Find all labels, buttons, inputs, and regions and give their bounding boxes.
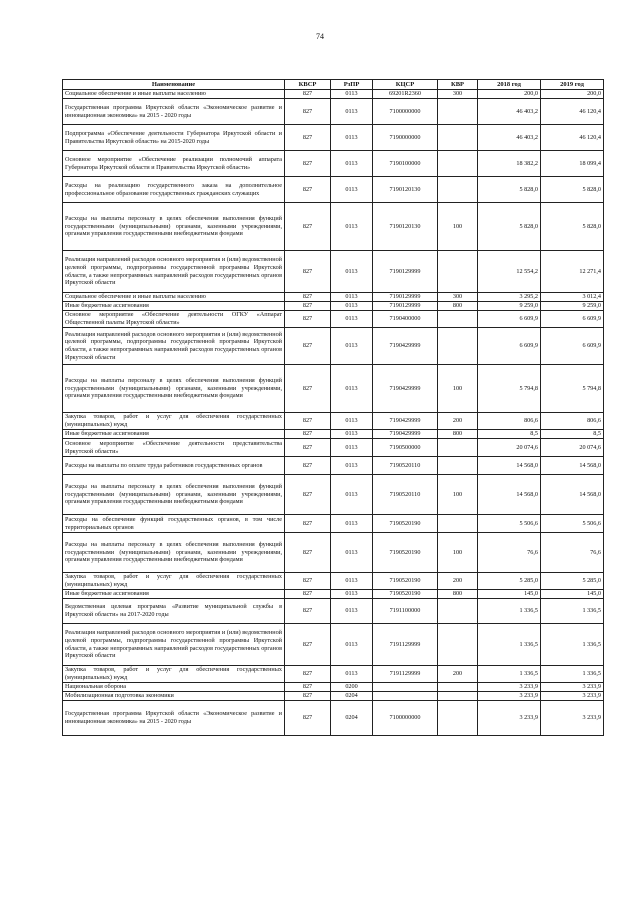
row-kcsr: 7190520190 bbox=[373, 533, 438, 573]
row-kvr bbox=[438, 599, 478, 624]
row-kcsr: 69201R2360 bbox=[373, 90, 438, 99]
row-name: Расходы на выплаты по оплате труда работников государственных органов bbox=[63, 457, 285, 475]
row-ksr: 827 bbox=[285, 515, 331, 533]
row-name: Реализация направлений расходов основного мероприятия и (или) ведомственной целевой программы, подпрограммы государственной программы Иркутской области, а также непрограммных направлений расходов государственных органов Иркутской области bbox=[63, 251, 285, 293]
table-row bbox=[63, 151, 604, 177]
table-row bbox=[63, 515, 604, 533]
row-rzpr: 0113 bbox=[331, 590, 373, 599]
row-kcsr: 7191129999 bbox=[373, 666, 438, 683]
row-kvr bbox=[438, 151, 478, 177]
row-name: Расходы на выплаты персоналу в целях обеспечения выполнения функций государственными (муниципальными) органами, казенными учреждениями, органами управления государственными внебюджетными фондами bbox=[63, 203, 285, 251]
row-name: Ведомственная целевая программа «Развитие муниципальной службы в Иркутской области» на 2017-2020 годы bbox=[63, 599, 285, 624]
row-rzpr: 0113 bbox=[331, 413, 373, 430]
row-name: Иные бюджетные ассигнования bbox=[63, 590, 285, 599]
row-amount-2018: 3 233,9 bbox=[478, 692, 541, 701]
header-name: Наименование bbox=[63, 80, 285, 90]
row-kvr bbox=[438, 515, 478, 533]
row-amount-2019: 5 285,0 bbox=[541, 573, 604, 590]
table-row bbox=[63, 533, 604, 573]
row-ksr: 827 bbox=[285, 328, 331, 365]
row-rzpr: 0113 bbox=[331, 624, 373, 666]
row-amount-2019: 6 609,9 bbox=[541, 311, 604, 328]
row-rzpr: 0113 bbox=[331, 475, 373, 515]
row-kcsr: 7100000000 bbox=[373, 701, 438, 736]
header-2018: 2018 год bbox=[478, 80, 541, 90]
row-name: Закупка товаров, работ и услуг для обеспечения государственных (муниципальных) нужд bbox=[63, 573, 285, 590]
row-kvr bbox=[438, 177, 478, 203]
row-rzpr: 0113 bbox=[331, 311, 373, 328]
row-rzpr: 0204 bbox=[331, 701, 373, 736]
row-rzpr: 0113 bbox=[331, 599, 373, 624]
row-name: Иные бюджетные ассигнования bbox=[63, 430, 285, 439]
row-name: Реализация направлений расходов основного мероприятия и (или) ведомственной целевой программы, подпрограммы государственной программы Иркутской области, а также непрограммных направлений расходов государственных органов Иркутской области bbox=[63, 328, 285, 365]
row-name: Закупка товаров, работ и услуг для обеспечения государственных (муниципальных) нужд bbox=[63, 413, 285, 430]
row-rzpr: 0200 bbox=[331, 683, 373, 692]
row-kcsr: 7190120130 bbox=[373, 177, 438, 203]
row-kvr bbox=[438, 439, 478, 457]
table-row bbox=[63, 692, 604, 701]
row-rzpr: 0113 bbox=[331, 533, 373, 573]
row-kvr: 300 bbox=[438, 90, 478, 99]
row-amount-2018: 200,0 bbox=[478, 90, 541, 99]
row-name: Мобилизационная подготовка экономики bbox=[63, 692, 285, 701]
row-ksr: 827 bbox=[285, 430, 331, 439]
row-amount-2019: 5 794,8 bbox=[541, 365, 604, 413]
row-amount-2018: 5 828,0 bbox=[478, 177, 541, 203]
row-kvr: 100 bbox=[438, 365, 478, 413]
row-kcsr: 7190429999 bbox=[373, 413, 438, 430]
row-kcsr: 7190400000 bbox=[373, 311, 438, 328]
row-kvr bbox=[438, 99, 478, 125]
row-ksr: 827 bbox=[285, 125, 331, 151]
row-name: Государственная программа Иркутской области «Экономическое развитие и инновационная экономика» на 2015 - 2020 годы bbox=[63, 99, 285, 125]
row-kvr: 800 bbox=[438, 590, 478, 599]
row-ksr: 827 bbox=[285, 439, 331, 457]
row-ksr: 827 bbox=[285, 311, 331, 328]
table-row bbox=[63, 599, 604, 624]
row-ksr: 827 bbox=[285, 624, 331, 666]
table-row bbox=[63, 328, 604, 365]
row-name: Расходы на выплаты персоналу в целях обеспечения выполнения функций государственными (муниципальными) органами, казенными учреждениями, органами управления государственными внебюджетными фондами bbox=[63, 475, 285, 515]
row-kcsr: 7191129999 bbox=[373, 624, 438, 666]
row-amount-2018: 9 259,0 bbox=[478, 302, 541, 311]
row-ksr: 827 bbox=[285, 701, 331, 736]
row-ksr: 827 bbox=[285, 90, 331, 99]
row-amount-2018: 806,6 bbox=[478, 413, 541, 430]
table-row bbox=[63, 365, 604, 413]
row-ksr: 827 bbox=[285, 365, 331, 413]
row-ksr: 827 bbox=[285, 177, 331, 203]
row-name: Социальное обеспечение и иные выплаты населению bbox=[63, 293, 285, 302]
row-kvr bbox=[438, 311, 478, 328]
row-kvr bbox=[438, 701, 478, 736]
row-rzpr: 0113 bbox=[331, 177, 373, 203]
row-amount-2019: 1 336,5 bbox=[541, 666, 604, 683]
table-row bbox=[63, 125, 604, 151]
table-row bbox=[63, 177, 604, 203]
row-kvr bbox=[438, 328, 478, 365]
row-kvr: 200 bbox=[438, 666, 478, 683]
header-kcsr: КЦСР bbox=[373, 80, 438, 90]
row-rzpr: 0113 bbox=[331, 151, 373, 177]
row-kcsr: 7100000000 bbox=[373, 99, 438, 125]
row-kcsr: 7190429999 bbox=[373, 328, 438, 365]
table-header-row bbox=[63, 80, 604, 90]
table-row bbox=[63, 413, 604, 430]
row-name: Национальная оборона bbox=[63, 683, 285, 692]
row-amount-2018: 5 285,0 bbox=[478, 573, 541, 590]
row-ksr: 827 bbox=[285, 293, 331, 302]
row-kvr: 800 bbox=[438, 302, 478, 311]
row-rzpr: 0113 bbox=[331, 515, 373, 533]
row-kcsr: 7190129999 bbox=[373, 302, 438, 311]
row-name: Социальное обеспечение и иные выплаты населению bbox=[63, 90, 285, 99]
row-kvr bbox=[438, 457, 478, 475]
row-amount-2018: 5 506,6 bbox=[478, 515, 541, 533]
row-kcsr: 7190520190 bbox=[373, 515, 438, 533]
row-amount-2019: 1 336,5 bbox=[541, 599, 604, 624]
row-amount-2018: 6 609,9 bbox=[478, 328, 541, 365]
row-amount-2018: 145,0 bbox=[478, 590, 541, 599]
row-kcsr: 7190429999 bbox=[373, 430, 438, 439]
header-kvr: КВР bbox=[438, 80, 478, 90]
row-amount-2019: 76,6 bbox=[541, 533, 604, 573]
row-rzpr: 0113 bbox=[331, 251, 373, 293]
budget-table bbox=[62, 79, 604, 736]
row-amount-2019: 5 828,0 bbox=[541, 203, 604, 251]
row-kcsr: 7190129999 bbox=[373, 251, 438, 293]
page-number: 74 bbox=[316, 32, 324, 41]
row-amount-2019: 46 120,4 bbox=[541, 99, 604, 125]
row-amount-2018: 3 233,9 bbox=[478, 701, 541, 736]
table-row bbox=[63, 430, 604, 439]
row-kcsr: 7190520190 bbox=[373, 573, 438, 590]
row-name: Расходы на выплаты персоналу в целях обеспечения выполнения функций государственными (муниципальными) органами, казенными учреждениями, органами управления государственными внебюджетными фондами bbox=[63, 365, 285, 413]
row-amount-2018: 1 336,5 bbox=[478, 666, 541, 683]
row-name: Закупка товаров, работ и услуг для обеспечения государственных (муниципальных) нужд bbox=[63, 666, 285, 683]
row-amount-2018: 14 568,0 bbox=[478, 457, 541, 475]
table-row bbox=[63, 203, 604, 251]
row-amount-2018: 5 828,0 bbox=[478, 203, 541, 251]
row-kcsr: 7190520190 bbox=[373, 590, 438, 599]
row-amount-2019: 3 012,4 bbox=[541, 293, 604, 302]
row-amount-2018: 1 336,5 bbox=[478, 624, 541, 666]
table-row bbox=[63, 302, 604, 311]
row-rzpr: 0113 bbox=[331, 203, 373, 251]
row-amount-2019: 145,0 bbox=[541, 590, 604, 599]
row-rzpr: 0113 bbox=[331, 99, 373, 125]
table-row bbox=[63, 624, 604, 666]
row-amount-2018: 46 403,2 bbox=[478, 125, 541, 151]
row-ksr: 827 bbox=[285, 599, 331, 624]
table-row bbox=[63, 590, 604, 599]
row-ksr: 827 bbox=[285, 573, 331, 590]
row-amount-2019: 200,0 bbox=[541, 90, 604, 99]
row-amount-2019: 20 074,6 bbox=[541, 439, 604, 457]
table-row bbox=[63, 683, 604, 692]
table-row bbox=[63, 90, 604, 99]
row-amount-2019: 3 233,9 bbox=[541, 692, 604, 701]
row-ksr: 827 bbox=[285, 99, 331, 125]
row-kvr bbox=[438, 251, 478, 293]
row-ksr: 827 bbox=[285, 475, 331, 515]
row-ksr: 827 bbox=[285, 683, 331, 692]
row-kcsr bbox=[373, 692, 438, 701]
row-ksr: 827 bbox=[285, 457, 331, 475]
row-kcsr: 7190120130 bbox=[373, 203, 438, 251]
row-kcsr: 7190129999 bbox=[373, 293, 438, 302]
row-rzpr: 0113 bbox=[331, 328, 373, 365]
table-row bbox=[63, 99, 604, 125]
row-kcsr: 7190520110 bbox=[373, 457, 438, 475]
table-row bbox=[63, 573, 604, 590]
row-kcsr: 7190429999 bbox=[373, 365, 438, 413]
row-ksr: 827 bbox=[285, 413, 331, 430]
row-amount-2018: 6 609,9 bbox=[478, 311, 541, 328]
row-ksr: 827 bbox=[285, 590, 331, 599]
row-amount-2019: 14 568,0 bbox=[541, 475, 604, 515]
row-rzpr: 0113 bbox=[331, 293, 373, 302]
row-amount-2019: 12 271,4 bbox=[541, 251, 604, 293]
row-rzpr: 0113 bbox=[331, 457, 373, 475]
row-kvr bbox=[438, 125, 478, 151]
row-kvr: 200 bbox=[438, 413, 478, 430]
row-amount-2018: 20 074,6 bbox=[478, 439, 541, 457]
row-ksr: 827 bbox=[285, 151, 331, 177]
table-row bbox=[63, 311, 604, 328]
header-2019: 2019 год bbox=[541, 80, 604, 90]
row-ksr: 827 bbox=[285, 666, 331, 683]
row-kcsr: 7190000000 bbox=[373, 125, 438, 151]
row-amount-2019: 3 233,9 bbox=[541, 683, 604, 692]
row-amount-2018: 76,6 bbox=[478, 533, 541, 573]
table-row bbox=[63, 457, 604, 475]
row-name: Расходы на реализацию государственного заказа на дополнительное профессиональное образование государственных гражданских служащих bbox=[63, 177, 285, 203]
row-amount-2019: 6 609,9 bbox=[541, 328, 604, 365]
row-rzpr: 0113 bbox=[331, 573, 373, 590]
row-amount-2019: 1 336,5 bbox=[541, 624, 604, 666]
row-name: Иные бюджетные ассигнования bbox=[63, 302, 285, 311]
row-name: Подпрограмма «Обеспечение деятельности Губернатора Иркутской области и Правительства Иркутской области» на 2015-2020 годы bbox=[63, 125, 285, 151]
row-ksr: 827 bbox=[285, 251, 331, 293]
row-ksr: 827 bbox=[285, 533, 331, 573]
row-amount-2018: 5 794,8 bbox=[478, 365, 541, 413]
header-rzpr: РзПР bbox=[331, 80, 373, 90]
row-rzpr: 0113 bbox=[331, 125, 373, 151]
row-rzpr: 0113 bbox=[331, 365, 373, 413]
table-row bbox=[63, 251, 604, 293]
row-name: Реализация направлений расходов основного мероприятия и (или) ведомственной целевой программы, подпрограммы государственной программы Иркутской области, а также непрограммных направлений расходов государственных органов Иркутской области bbox=[63, 624, 285, 666]
row-amount-2019: 14 568,0 bbox=[541, 457, 604, 475]
table-row bbox=[63, 293, 604, 302]
row-name: Расходы на обеспечение функций государственных органов, в том числе территориальных органов bbox=[63, 515, 285, 533]
row-name: Основное мероприятие «Обеспечение деятельности ОГКУ «Аппарат Общественной палаты Иркутской области» bbox=[63, 311, 285, 328]
row-kvr: 800 bbox=[438, 430, 478, 439]
row-amount-2018: 46 403,2 bbox=[478, 99, 541, 125]
row-amount-2019: 46 120,4 bbox=[541, 125, 604, 151]
table-body bbox=[63, 90, 604, 736]
row-kvr bbox=[438, 683, 478, 692]
table-row bbox=[63, 666, 604, 683]
row-rzpr: 0113 bbox=[331, 430, 373, 439]
row-rzpr: 0113 bbox=[331, 90, 373, 99]
row-amount-2019: 18 099,4 bbox=[541, 151, 604, 177]
row-rzpr: 0204 bbox=[331, 692, 373, 701]
table-row bbox=[63, 475, 604, 515]
row-amount-2019: 3 233,9 bbox=[541, 701, 604, 736]
row-kvr: 300 bbox=[438, 293, 478, 302]
row-rzpr: 0113 bbox=[331, 666, 373, 683]
row-kcsr: 7190100000 bbox=[373, 151, 438, 177]
row-amount-2019: 5 828,0 bbox=[541, 177, 604, 203]
row-amount-2018: 8,5 bbox=[478, 430, 541, 439]
row-rzpr: 0113 bbox=[331, 439, 373, 457]
row-kcsr bbox=[373, 683, 438, 692]
row-name: Основное мероприятие «Обеспечение реализации полномочий аппарата Губернатора Иркутской области и Правительства Иркутской области» bbox=[63, 151, 285, 177]
row-ksr: 827 bbox=[285, 302, 331, 311]
row-kvr bbox=[438, 692, 478, 701]
row-kcsr: 7190520110 bbox=[373, 475, 438, 515]
row-kvr: 100 bbox=[438, 533, 478, 573]
row-amount-2019: 5 506,6 bbox=[541, 515, 604, 533]
row-amount-2019: 9 259,0 bbox=[541, 302, 604, 311]
header-ksr: КВСР bbox=[285, 80, 331, 90]
row-amount-2018: 12 554,2 bbox=[478, 251, 541, 293]
row-amount-2019: 806,6 bbox=[541, 413, 604, 430]
row-ksr: 827 bbox=[285, 692, 331, 701]
row-amount-2018: 18 382,2 bbox=[478, 151, 541, 177]
row-kcsr: 7190500000 bbox=[373, 439, 438, 457]
row-rzpr: 0113 bbox=[331, 302, 373, 311]
row-name: Основное мероприятие «Обеспечение деятельности представительства Иркутской области» bbox=[63, 439, 285, 457]
row-kvr: 100 bbox=[438, 203, 478, 251]
row-ksr: 827 bbox=[285, 203, 331, 251]
table-row bbox=[63, 701, 604, 736]
row-amount-2018: 3 233,9 bbox=[478, 683, 541, 692]
row-kvr: 100 bbox=[438, 475, 478, 515]
row-kvr bbox=[438, 624, 478, 666]
row-amount-2019: 8,5 bbox=[541, 430, 604, 439]
row-name: Расходы на выплаты персоналу в целях обеспечения выполнения функций государственными (муниципальными) органами, казенными учреждениями, органами управления государственными внебюджетными фондами bbox=[63, 533, 285, 573]
row-amount-2018: 3 295,2 bbox=[478, 293, 541, 302]
row-name: Государственная программа Иркутской области «Экономическое развитие и инновационная экономика» на 2015 - 2020 годы bbox=[63, 701, 285, 736]
row-kcsr: 7191100000 bbox=[373, 599, 438, 624]
row-kvr: 200 bbox=[438, 573, 478, 590]
row-amount-2018: 14 568,0 bbox=[478, 475, 541, 515]
row-amount-2018: 1 336,5 bbox=[478, 599, 541, 624]
table-row bbox=[63, 439, 604, 457]
